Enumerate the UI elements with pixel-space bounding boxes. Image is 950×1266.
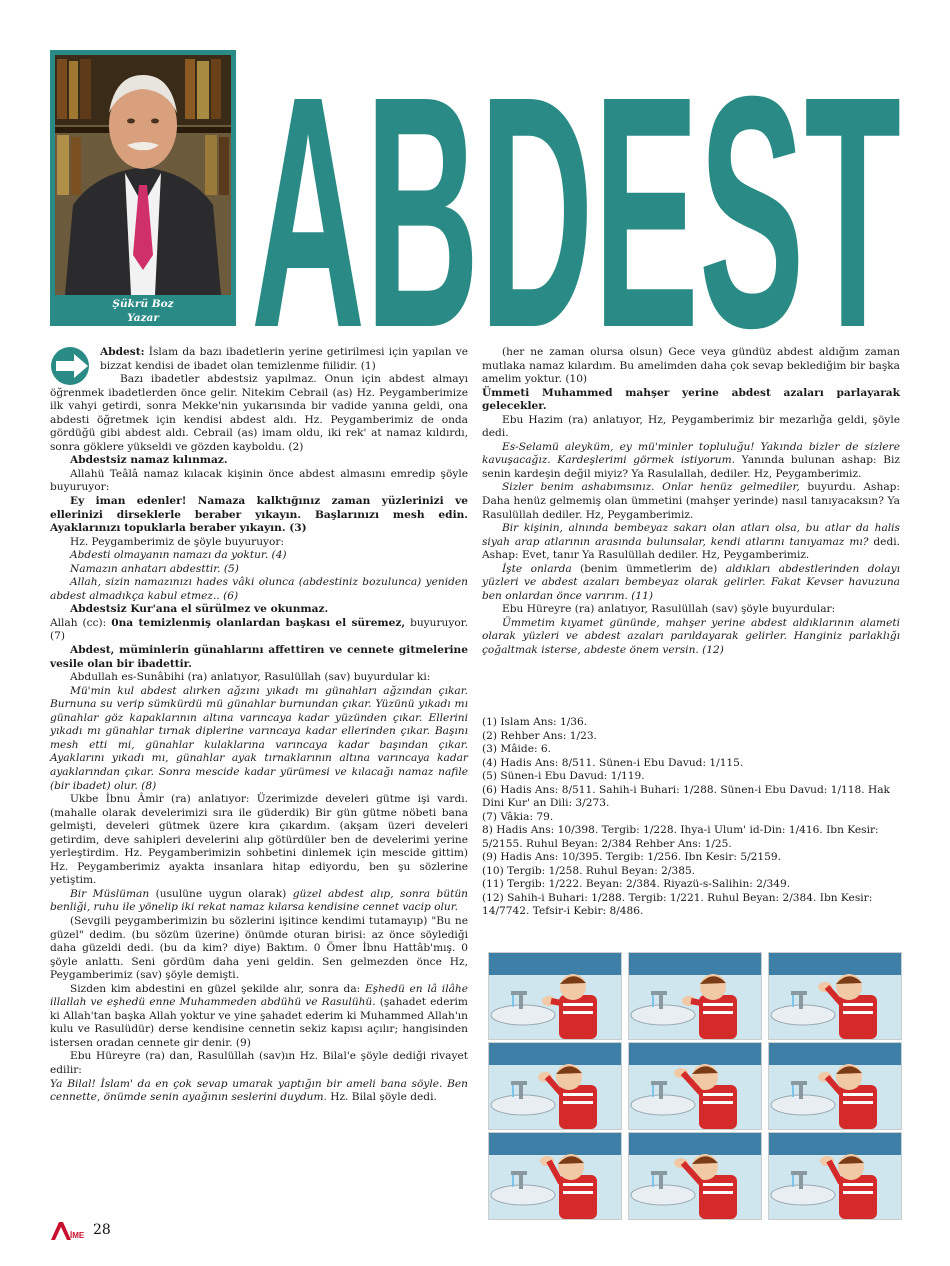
ablution-step-image (488, 1132, 622, 1220)
ablution-step-image (768, 952, 902, 1040)
section-heading: Ümmeti Muhammed mahşer yerine abdest azaları parlayarak gelecekler. (482, 386, 900, 413)
reference-item: (10) Tergib: 1/258. Ruhul Beyan: 2/385. (482, 864, 696, 877)
hadith-quote: Bir kişinin, alnında bembeyaz sakarı olan atları olsa, bu atlar da halis siyah arap atlarının arasında bulunsalar, kendi atlarını tanıyamaz mı? (482, 522, 900, 548)
paragraph-text: (şahadet ederim ki Allah'tan başka Allah yoktur ve yine şahadet ederim ki Muhammed Allah'ın kulu ve Rasulüdür) derse kendisine cennetin sekiz kapısı açılır; hangisinden istersen oradan cennete gir denir. (9) (50, 996, 468, 1049)
hadith-quote: Mü'min kul abdest alırken ağzını yıkadı mı günahları ağzından çıkar. Burnuna su verip sümkürdü mü günahlar burnundan çıkar. Yüzünü yıkadı mı günahlar göz kapaklarının altına varıncaya kadar yüzünden çıkar. Ellerini yıkadı mı günahlar tırnak diplerine varıncaya kadar ellerinden çıkar. Başını mesh etti mi, günahlar kulaklarına varıncaya kadar başından çıkar. Ayaklarını yıkadı mı, günahlar ayak tırnaklarının altına varıncaya kadar ayaklarından çıkar. Sonra mescide kadar yürümesi ve kılacağı namaz nafile (bir ibadet) olur. (8) (50, 684, 468, 792)
paragraph: Hz. Peygamberimiz de şöyle buyuruyor: (70, 535, 285, 548)
reference-item: (9) Hadis Ans: 10/395. Tergib: 1/256. Ibn Kesir: 5/2159. (482, 851, 781, 863)
paragraph: Ebu Hazim (ra) anlatıyor, Hz, Peygamberimiz bir mezarlığa geldi, şöyle dedi. (482, 413, 900, 440)
verse-quote: Ey iman edenler! Namaza kalktığınız zaman yüzlerinizi ve ellerinizi dirseklerle beraber yıkayın. Başlarınızı mesh edin. Ayaklarınızı topuklarla beraber yıkayın. (3) (50, 495, 468, 535)
paragraph: (Sevgili peygamberimizin bu sözlerini işitince kendimi tutamayıp) "Bu ne güzel" dedim. (bu sözüm üzerine) önümde oturan birisi: az önce söylediği daha güzeldi dedi. (bu da kim? diye) Baktım. 0 Ömer İbnu Hattâb'mış. 0 şöyle anlattı. Seni gördüm daha yeni geldin. Sen gelmezden önce Hz, Peygamberimiz (sav) şöyle demişti. (50, 914, 468, 982)
page-title (246, 38, 906, 338)
hadith-quote: güzel abdest alıp, sonra bütün benliği, ruhu ile yönelip iki rekat namaz kılarsa kendisine cennet vacip olur. (50, 887, 468, 914)
author-role: Yazar (127, 312, 159, 324)
paragraph: Bazı ibadetler abdestsiz yapılmaz. Onun için abdest almayı öğrenmek ibadetlerden önce gelir. Nitekim Cebrail (as) Hz. Peygamberimize ilk vahyi getirdi, sonra Mekke'nin yukarısında bir vadide yanına geldi, ona abdesti öğretmek için kendisi abdest aldı. Hz. Peygamberimiz de onda gördüğü gibi abdest aldı. Cebrail (as) imam oldu, iki rek' at namaz kıldırdı, sonra göklere yükseldi ve gözden kayboldu. (2) (50, 373, 468, 453)
hadith-quote: İşte onlarda (502, 562, 572, 575)
paragraph-text: buyurdu. Ashap: Daha henüz gelmemiş olan ümmetini (mahşer yerinde) nasıl tanıyacaksın? Ya Rasulüllah dediler. Hz, Peygamberimiz. (482, 481, 900, 521)
ablution-step-image (768, 1132, 902, 1220)
ablution-step-image (768, 1042, 902, 1130)
hadith-quote: Bir Müslüman (70, 887, 150, 900)
svg-text:ABDEST: ABDEST (251, 38, 901, 338)
paragraph: Ebu Hüreyre (ra) anlatıyor, Rasulüllah (sav) şöyle buyurdular: (502, 603, 836, 616)
paragraph: Ebu Hüreyre (ra) dan, Rasulüllah (sav)ın Hz. Bilal'e şöyle dediği rivayet edilir: (50, 1050, 468, 1076)
reference-item: (12) Sahih-i Buhari: 1/288. Tergib: 1/221. Ruhul Beyan: 2/384. Ibn Kesir: 14/7742. Tefsir-i Kebir: 8/486. (482, 891, 873, 917)
section-heading: Abdestsiz Kur'ana el sürülmez ve okunmaz. (70, 603, 329, 616)
verse-quote: 0na temizlenmiş olanlardan başkası el süremez, (111, 616, 406, 629)
paragraph-text: buyuruyor. (7) (50, 616, 468, 643)
left-column (50, 346, 468, 1105)
author-photo-frame (50, 50, 236, 326)
reference-item: 8) Hadis Ans: 10/398. Tergib: 1/228. Ihya-i Ulum' id-Din: 1/416. Ibn Kesir: 5/2155. Ruhul Beyan: 2/384 Rehber Ans: 1/25. (482, 824, 879, 850)
ablution-step-image (628, 1042, 762, 1130)
hadith-quote: Ya Bilal! İslam' da en çok sevap umarak yaptığın bir ameli bana söyle. Ben cennette, önümde senin ayağının seslerini duydum. (50, 1077, 468, 1104)
reference-item: (7) Vâkia: 79. (482, 810, 554, 823)
section-heading: Abdest, müminlerin günahlarını affettiren ve cennete gitmelerine vesile olan bir ibadettir. (50, 644, 468, 670)
author-name: Şükrü Boz (112, 298, 174, 310)
reference-item: (11) Tergib: 1/222. Beyan: 2/384. Riyazü-s-Salihin: 2/349. (482, 878, 791, 890)
page-footer (50, 1220, 111, 1242)
author-photo (55, 55, 231, 295)
hadith-quote: Namazın anhatarı abdesttir. (5) (70, 562, 239, 575)
reference-item: (2) Rehber Ans: 1/23. (482, 729, 597, 742)
page-number: 28 (93, 1222, 111, 1238)
reference-item: (4) Hadis Ans: 8/511. Sünen-i Ebu Davud: 1/115. (482, 756, 744, 769)
reference-item: (6) Hadis Ans: 8/511. Sahih-i Buhari: 1/288. Sünen-i Ebu Davud: 1/118. Hak Dini Kur' an Dili: 3/273. (482, 783, 890, 809)
paragraph: Allahü Teâlâ namaz kılacak kişinin önce abdest almasını emredip şöyle buyuruyor: (50, 467, 468, 494)
paragraph: (her ne zaman olursa olsun) Gece veya gündüz abdest aldığım zaman mutlaka namaz kılardım. Bu amelimden daha çok sevap beklediğim bir başka amelim yoktur. (10) (482, 346, 900, 386)
ablution-steps-illustration (488, 952, 900, 1216)
paragraph: Abdullah es-Sunâbihi (ra) anlatıyor, Rasulüllah (sav) buyurdular ki: (70, 671, 431, 684)
references-list (482, 716, 900, 919)
hadith-quote: Sizler benim ashabımsınız. Onlar henüz gelmediler, (502, 481, 800, 494)
reference-item: (1) Islam Ans: 1/36. (482, 716, 588, 728)
hadith-quote: aldıkları abdestlerinden dolayı yüzleri ve abdest azaları bembeyaz olarak gelirler. Fakat Kevser havuzuna ben onlardan önce varırım. (11) (482, 562, 900, 602)
lead-term: Abdest: (100, 346, 145, 358)
paragraph-text: Yanında bulunan ashap: Biz senin kardeşin değil miyiz? Ya Rasulallah, dediler. Hz, Peygamberimiz. (482, 454, 900, 480)
paragraph-text: (usulüne uygun olarak) (149, 887, 293, 900)
paragraph: İslam da bazı ibadetlerin yerine getirilmesi için yapılan ve bizzat kendisi de ibadet olan temizlenme fiilidir. (1) (100, 346, 468, 372)
ablution-step-image (488, 952, 622, 1040)
paragraph-text: (benim ümmetlerim de) (571, 562, 726, 575)
reference-item: (3) Mâide: 6. (482, 743, 552, 755)
paragraph-text: Allah (cc): (50, 616, 112, 629)
hadith-quote: Ümmetim kıyamet gününde, mahşer yerine abdest aldıklarının alameti olarak yüzleri ve abdest azaları parıldayarak gelirler. Hanginiz parlaklığı çoğaltmak isterse, abdeste önem versin. (12) (482, 616, 900, 657)
arrow-right-icon (50, 346, 94, 386)
hadith-quote: Allah, sizin namazınızı hades vâki olunca (abdestiniz bozulunca) yeniden abdest almadıkça kabul etmez.. (6) (50, 576, 468, 602)
paragraph-text: Hz. Bilal şöyle dedi. (326, 1091, 437, 1104)
right-column (482, 346, 900, 658)
paragraph-text: dedi. Ashap: Evet, tanır Ya Rasulüllah dediler. Hz, Peygamberimiz. (482, 535, 900, 562)
svg-text:İME: İME (70, 1231, 85, 1240)
ablution-step-image (628, 952, 762, 1040)
ablution-step-image (488, 1042, 622, 1130)
hadith-quote: Es-Selamü aleyküm, ey mü'minler topluluğu! Yakında bizler de sizlere kavuşacağız. Kardeşlerimi görmek istiyorum. (482, 440, 900, 467)
magazine-logo (50, 1220, 92, 1242)
paragraph: Ukbe İbnu Âmir (ra) anlatıyor: Üzerimizde develeri gütme işi vardı. (mahalle olarak develerimizi sıra ile güderdik) Bir gün gütme nöbeti bana gelmişti, develeri gütmek üzere kıra çıkardım. (akşam üzeri develeri getirdim, deve sahipleri develerini alıp götürdüler ben de develerimi yerine yerleştirdim. Hz. Peygamberimizin sohbetini dinlemek için mescide gittim) Hz. Peygamberimiz ayakta insanlara hitap ediyordu, ben şu sözlerine yetiştim. (50, 793, 468, 887)
hadith-quote: Abdesti olmayanın namazı da yoktur. (4) (70, 549, 287, 562)
reference-item: (5) Sünen-i Ebu Davud: 1/119. (482, 770, 645, 782)
section-heading: Abdestsiz namaz kılınmaz. (70, 454, 228, 467)
paragraph-text: Sizden kim abdestini en güzel şekilde alır, sonra da: (70, 982, 365, 995)
ablution-step-image (628, 1132, 762, 1220)
hadith-quote: Eşhedü en lâ ilâhe illallah ve eşhedü enne Muhammeden abdühü ve Rasulühü. (50, 982, 468, 1009)
